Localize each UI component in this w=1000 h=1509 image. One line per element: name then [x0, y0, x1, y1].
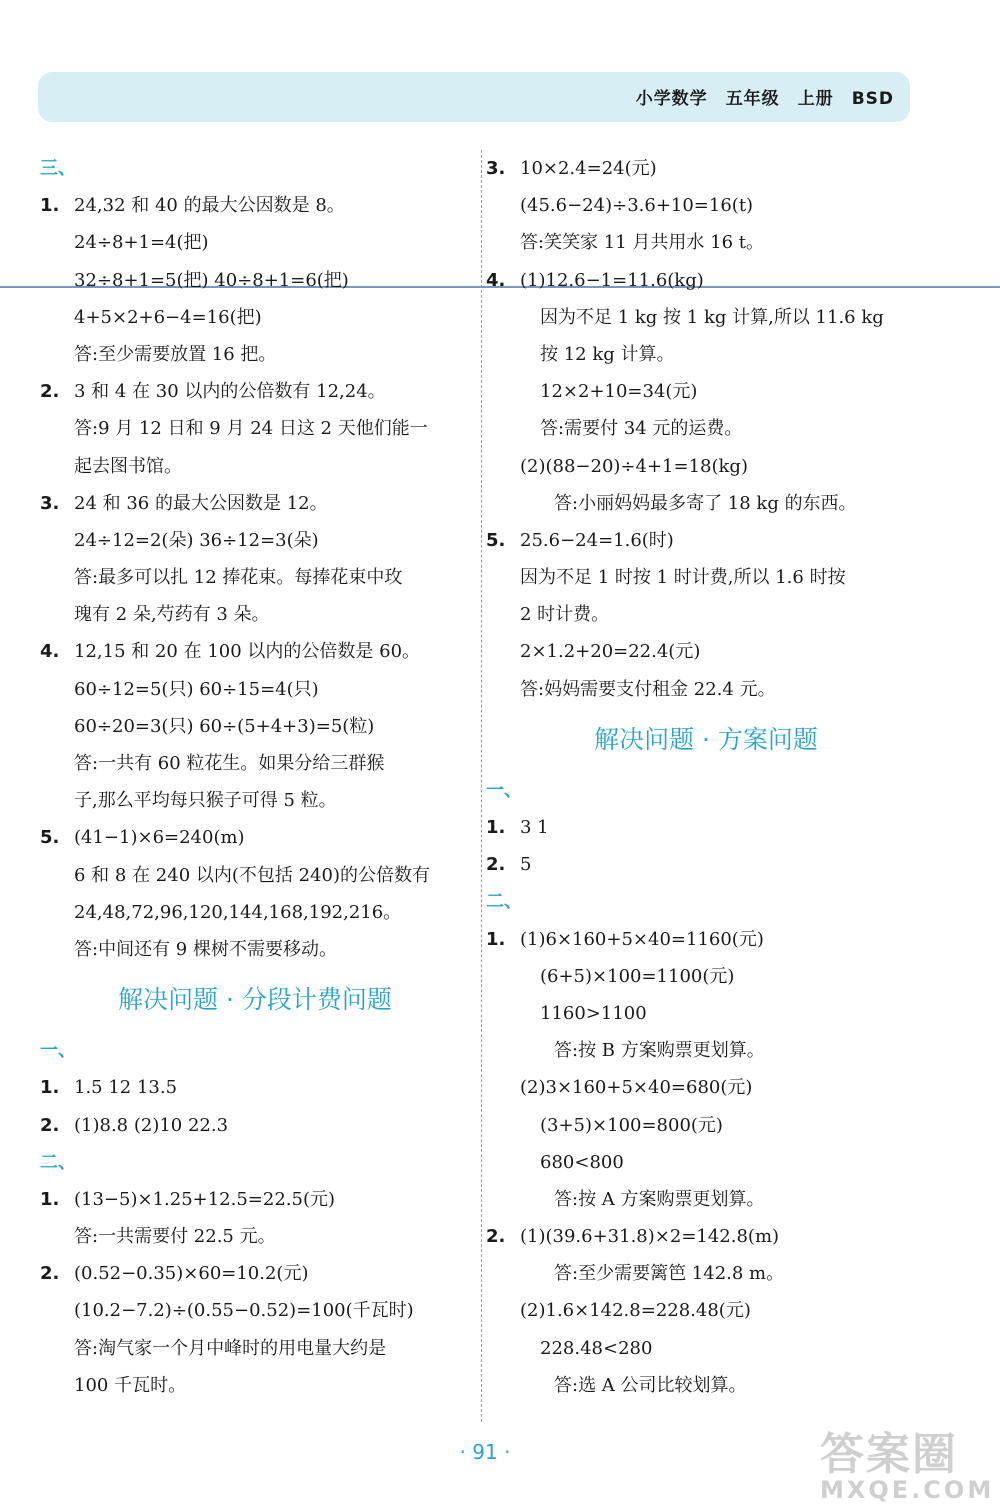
- answer-line: 答:一共需要付 22.5 元。: [74, 1226, 276, 1248]
- section-heading: 解决问题 · 分段计费问题: [118, 985, 392, 1015]
- question-number: 1.: [486, 928, 506, 950]
- answer-line: (2)1.6×142.8=228.48(元): [520, 1300, 751, 1322]
- question-number: 1.: [40, 1188, 60, 1210]
- answer-text: (1)6×160+5×40=1160(元): [520, 928, 764, 950]
- question-line: [486, 262, 926, 299]
- section-label: 二、: [40, 1151, 76, 1173]
- answer-line: 4+5×2+6−4=16(把): [74, 306, 262, 328]
- question-line: [486, 150, 926, 187]
- answer-text: 5: [520, 854, 532, 876]
- answer-text: 25.6−24=1.6(时): [520, 529, 674, 551]
- question-number: 3.: [486, 158, 506, 179]
- section-label: 一、: [486, 779, 522, 801]
- question-line: [40, 1107, 470, 1144]
- answer-line: 答:一共有 60 粒花生。如果分给三群猴: [74, 753, 385, 774]
- answer-text: (1)8.8 (2)10 22.3: [74, 1114, 229, 1136]
- question-line: [40, 633, 470, 670]
- answer-text: (0.52−0.35)×60=10.2(元): [74, 1263, 309, 1285]
- edition-label: BSD: [851, 89, 894, 109]
- question-number: 1.: [40, 195, 60, 217]
- answer-text: (1)(39.6+31.8)×2=142.8(m): [520, 1226, 780, 1248]
- answer-text: 1.5 12 13.5: [74, 1077, 178, 1099]
- watermark-logo: [820, 1418, 995, 1504]
- answer-line: (2)(88−20)÷4+1=18(kg): [520, 455, 748, 477]
- answer-line: 12×2+10=34(元): [540, 381, 698, 403]
- question-number: 4.: [40, 641, 60, 663]
- question-line: [486, 522, 926, 559]
- answer-line: 1160>1100: [540, 1002, 647, 1024]
- answer-line: 因为不足 1 kg 按 1 kg 计算,所以 11.6 kg: [540, 306, 884, 328]
- right-column: [486, 150, 926, 1404]
- answer-line: 228.48<280: [540, 1337, 653, 1359]
- answer-line: 答:至少需要放置 16 把。: [74, 343, 277, 365]
- answer-line: 起去图书馆。: [74, 455, 182, 477]
- section-label: 一、: [40, 1040, 76, 1062]
- answer-line: 答:淘气家一个月中峰时的用电量大约是: [74, 1337, 387, 1359]
- question-number: 1.: [40, 1077, 60, 1099]
- question-number: 2.: [40, 1263, 60, 1285]
- answer-line: 按 12 kg 计算。: [540, 343, 675, 365]
- question-line: [486, 1218, 926, 1255]
- answer-line: 60÷20=3(只) 60÷(5+4+3)=5(粒): [74, 715, 375, 737]
- answer-line: 答:需要付 34 元的运费。: [540, 418, 743, 440]
- book-title: [618, 84, 894, 109]
- answer-line: 瑰有 2 朵,芍药有 3 朵。: [74, 604, 270, 626]
- watermark-text: 答案圈: [820, 1429, 958, 1480]
- answer-text: (41−1)×6=240(m): [74, 827, 245, 849]
- answer-line: 答:最多可以扎 12 捧花束。每捧花束中玫: [74, 567, 403, 589]
- answer-line: 6 和 8 在 240 以内(不包括 240)的公倍数有: [74, 864, 430, 886]
- answer-text: (13−5)×1.25+12.5=22.5(元): [74, 1188, 336, 1210]
- question-number: 4.: [486, 269, 506, 291]
- answer-line: 680<800: [540, 1151, 624, 1173]
- answer-line: (45.6−24)÷3.6+10=16(t): [520, 195, 754, 217]
- answer-text: 12,15 和 20 在 100 以内的公倍数是 60。: [74, 641, 421, 663]
- answer-line: (2)3×160+5×40=680(元): [520, 1077, 753, 1099]
- section-label: 二、: [486, 891, 522, 913]
- answer-text: 3 和 4 在 30 以内的公倍数有 12,24。: [74, 381, 386, 403]
- answer-line: 因为不足 1 时按 1 时计费,所以 1.6 时按: [520, 567, 846, 589]
- question-number: 2.: [486, 854, 506, 876]
- answer-line: 60÷12=5(只) 60÷15=4(只): [74, 678, 319, 700]
- answer-line: (10.2−7.2)÷(0.55−0.52)=100(千瓦时): [74, 1300, 414, 1322]
- answer-text: 10×2.4=24(元): [520, 158, 657, 179]
- question-line: [486, 921, 926, 958]
- question-number: 2.: [40, 1114, 60, 1136]
- section-heading: 解决问题 · 方案问题: [594, 724, 818, 754]
- answer-text: 24 和 36 的最大公因数是 12。: [74, 492, 328, 514]
- subject-label: 小学数学: [635, 89, 708, 109]
- page-header: [38, 72, 910, 122]
- answer-line: 24,48,72,96,120,144,168,192,216。: [74, 901, 402, 923]
- answer-line: 100 千瓦时。: [74, 1374, 187, 1396]
- answer-line: 答:按 A 方案购票更划算。: [554, 1188, 765, 1210]
- answer-line: 32÷8+1=5(把) 40÷8+1=6(把): [74, 269, 349, 291]
- grade-label: 五年级: [725, 89, 780, 109]
- question-number: 5.: [40, 827, 60, 849]
- question-line: [40, 187, 470, 224]
- answer-line: 答:选 A 公司比较划算。: [554, 1374, 747, 1396]
- answer-line: 答:中间还有 9 棵树不需要移动。: [74, 938, 337, 960]
- answer-line: 答:小丽妈妈最多寄了 18 kg 的东西。: [554, 492, 857, 514]
- question-number: 1.: [486, 817, 506, 838]
- page-number: · 91 ·: [459, 1440, 511, 1464]
- answer-line: 答:笑笑家 11 月共用水 16 t。: [520, 232, 764, 254]
- question-line: [40, 1255, 470, 1292]
- answer-line: 2 时计费。: [520, 604, 610, 626]
- answer-line: 答:9 月 12 日和 9 月 24 日这 2 天他们能一: [74, 418, 428, 440]
- question-number: 5.: [486, 529, 506, 551]
- section-label: 三、: [40, 158, 76, 179]
- question-line: [486, 809, 926, 846]
- column-divider: [481, 150, 482, 1422]
- question-number: 2.: [40, 381, 60, 403]
- answer-line: 答:至少需要篱笆 142.8 m。: [554, 1263, 785, 1285]
- question-number: 3.: [40, 492, 60, 514]
- answer-text: 3 1: [520, 817, 549, 838]
- question-line: [40, 819, 470, 856]
- question-line: [40, 1181, 470, 1218]
- answer-text: 24,32 和 40 的最大公因数是 8。: [74, 195, 345, 217]
- question-line: [40, 373, 470, 410]
- answer-line: 24÷8+1=4(把): [74, 232, 209, 254]
- question-number: 2.: [486, 1226, 506, 1248]
- answer-line: 24÷12=2(朵) 36÷12=3(朵): [74, 529, 319, 551]
- answer-text: (1)12.6−1=11.6(kg): [520, 269, 704, 291]
- volume-label: 上册: [797, 89, 834, 109]
- answer-line: 答:按 B 方案购票更划算。: [554, 1040, 765, 1062]
- answer-line: 答:妈妈需要支付租金 22.4 元。: [520, 678, 776, 700]
- answer-line: (3+5)×100=800(元): [540, 1114, 723, 1136]
- question-line: [486, 846, 926, 883]
- answer-line: 2×1.2+20=22.4(元): [520, 641, 701, 663]
- answer-line: 子,那么平均每只猴子可得 5 粒。: [74, 790, 337, 812]
- question-line: [40, 1069, 470, 1106]
- left-column: [40, 150, 470, 1404]
- answer-line: (6+5)×100=1100(元): [540, 965, 735, 987]
- question-line: [40, 485, 470, 522]
- watermark-url: MXQE.COM: [820, 1476, 995, 1504]
